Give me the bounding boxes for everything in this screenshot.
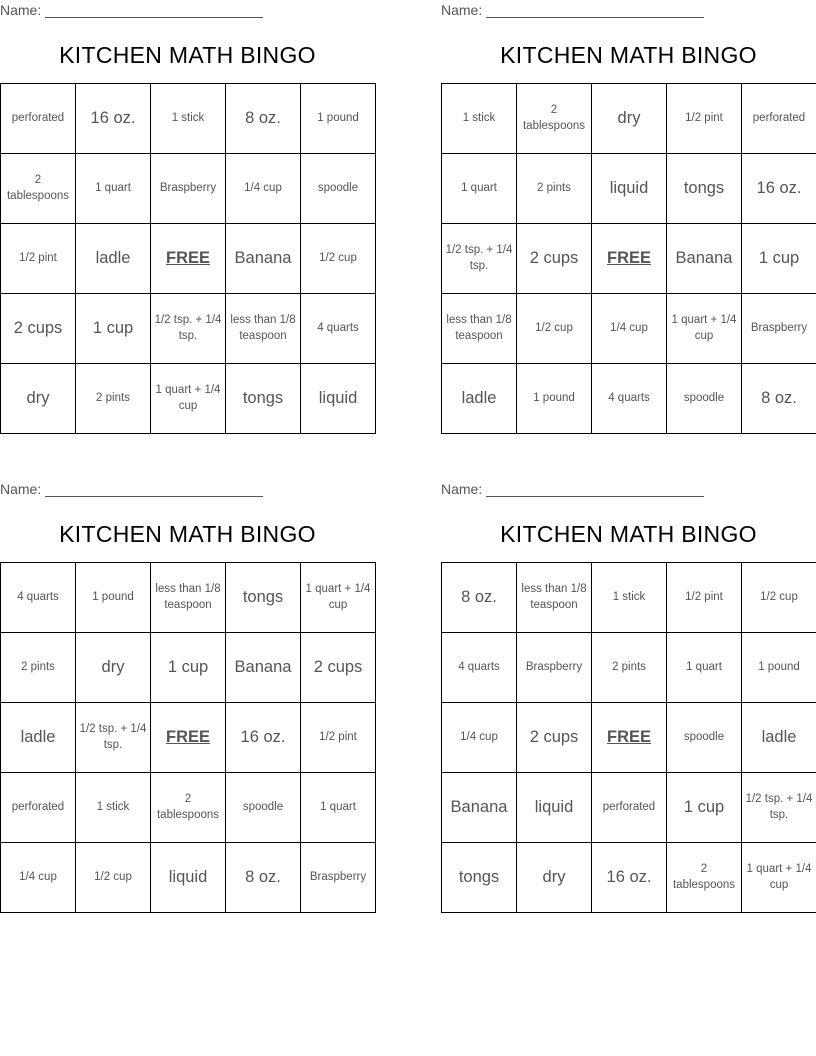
bingo-cell: Banana xyxy=(442,773,517,843)
bingo-row xyxy=(1,294,376,364)
name-blank xyxy=(486,482,704,497)
bingo-cell: 1 pound xyxy=(76,563,151,633)
bingo-cell: perforated xyxy=(742,84,816,154)
bingo-cell: ladle xyxy=(742,703,816,773)
bingo-cell: 2 tablespoons xyxy=(667,843,742,913)
name-line xyxy=(0,2,263,18)
bingo-cell: less than 1/8 teaspoon xyxy=(151,563,226,633)
bingo-cell: 2 cups xyxy=(1,294,76,364)
bingo-cell: 1/2 tsp. + 1/4 tsp. xyxy=(151,294,226,364)
bingo-row xyxy=(1,224,376,294)
bingo-cell: Banana xyxy=(226,224,301,294)
bingo-row xyxy=(442,364,816,434)
bingo-card-4 xyxy=(441,479,816,911)
bingo-cell: 2 cups xyxy=(517,224,592,294)
bingo-row xyxy=(1,563,376,633)
bingo-cell: liquid xyxy=(301,364,376,434)
bingo-cell: Banana xyxy=(226,633,301,703)
bingo-cell: 1/4 cup xyxy=(442,703,517,773)
bingo-cell: 1 cup xyxy=(742,224,816,294)
bingo-row xyxy=(1,84,376,154)
name-blank xyxy=(45,3,263,18)
bingo-cell: 2 tablespoons xyxy=(1,154,76,224)
bingo-cell: 1/2 cup xyxy=(301,224,376,294)
bingo-cell: 1/2 pint xyxy=(667,84,742,154)
bingo-cell: 1 cup xyxy=(76,294,151,364)
bingo-cell: liquid xyxy=(517,773,592,843)
bingo-grid xyxy=(0,562,376,913)
bingo-cell: 2 tablespoons xyxy=(151,773,226,843)
name-line xyxy=(0,481,263,497)
bingo-cell: 8 oz. xyxy=(226,84,301,154)
bingo-cell: 2 pints xyxy=(517,154,592,224)
bingo-cell: 1 stick xyxy=(592,563,667,633)
bingo-cell: 1/2 pint xyxy=(1,224,76,294)
card-title: KITCHEN MATH BINGO xyxy=(500,42,757,68)
bingo-cell: spoodle xyxy=(226,773,301,843)
bingo-cell: Banana xyxy=(667,224,742,294)
bingo-card-1 xyxy=(0,0,375,432)
bingo-cell: tongs xyxy=(226,563,301,633)
bingo-cell: 1/2 cup xyxy=(76,843,151,913)
bingo-cell: spoodle xyxy=(667,703,742,773)
bingo-cell: 1 quart xyxy=(76,154,151,224)
bingo-cell: 1/2 tsp. + 1/4 tsp. xyxy=(442,224,517,294)
bingo-cell: 4 quarts xyxy=(592,364,667,434)
bingo-cell: 1 pound xyxy=(517,364,592,434)
bingo-cell: 2 cups xyxy=(301,633,376,703)
bingo-cell: Braspberry xyxy=(742,294,816,364)
name-label: Name: xyxy=(441,481,483,497)
bingo-row xyxy=(1,773,376,843)
bingo-cell: 16 oz. xyxy=(742,154,816,224)
bingo-cell: 1 cup xyxy=(667,773,742,843)
bingo-cell: 16 oz. xyxy=(226,703,301,773)
bingo-row xyxy=(442,84,816,154)
bingo-cell: 2 pints xyxy=(1,633,76,703)
bingo-cell: less than 1/8 teaspoon xyxy=(442,294,517,364)
bingo-cell: 4 quarts xyxy=(1,563,76,633)
bingo-cell: 2 cups xyxy=(517,703,592,773)
bingo-cell: 1/4 cup xyxy=(592,294,667,364)
bingo-cell: 1 quart xyxy=(667,633,742,703)
bingo-cell: 2 tablespoons xyxy=(517,84,592,154)
bingo-cell: 1 quart + 1/4 cup xyxy=(667,294,742,364)
free-space: FREE xyxy=(151,703,226,773)
bingo-row xyxy=(442,703,816,773)
bingo-cell: 8 oz. xyxy=(226,843,301,913)
bingo-cell: 1 pound xyxy=(742,633,816,703)
bingo-cell: Braspberry xyxy=(517,633,592,703)
name-label: Name: xyxy=(0,481,42,497)
bingo-cell: perforated xyxy=(1,84,76,154)
bingo-grid xyxy=(441,83,816,434)
bingo-cell: 4 quarts xyxy=(442,633,517,703)
bingo-cell: 1 stick xyxy=(76,773,151,843)
bingo-cell: 1/4 cup xyxy=(226,154,301,224)
bingo-cell: tongs xyxy=(667,154,742,224)
bingo-card-3 xyxy=(0,479,375,911)
bingo-cell: 1/2 pint xyxy=(667,563,742,633)
bingo-cell: spoodle xyxy=(667,364,742,434)
bingo-cell: dry xyxy=(1,364,76,434)
name-label: Name: xyxy=(441,2,483,18)
card-title: KITCHEN MATH BINGO xyxy=(59,42,316,68)
bingo-row xyxy=(442,224,816,294)
bingo-row xyxy=(1,843,376,913)
bingo-cell: Braspberry xyxy=(151,154,226,224)
bingo-cell: dry xyxy=(517,843,592,913)
name-blank xyxy=(45,482,263,497)
bingo-cell: 1 quart + 1/4 cup xyxy=(742,843,816,913)
bingo-cell: 1 quart xyxy=(301,773,376,843)
bingo-cell: 2 pints xyxy=(592,633,667,703)
bingo-cell: 16 oz. xyxy=(592,843,667,913)
bingo-cell: 1/2 tsp. + 1/4 tsp. xyxy=(76,703,151,773)
bingo-cell: 1 cup xyxy=(151,633,226,703)
name-line xyxy=(441,2,704,18)
name-blank xyxy=(486,3,704,18)
bingo-cell: 1/2 pint xyxy=(301,703,376,773)
bingo-cell: dry xyxy=(592,84,667,154)
free-space: FREE xyxy=(592,224,667,294)
bingo-cell: tongs xyxy=(442,843,517,913)
bingo-cell: 8 oz. xyxy=(442,563,517,633)
name-label: Name: xyxy=(0,2,42,18)
bingo-grid xyxy=(0,83,376,434)
bingo-row xyxy=(1,364,376,434)
bingo-cell: 1 quart + 1/4 cup xyxy=(301,563,376,633)
bingo-row xyxy=(1,703,376,773)
bingo-cell: ladle xyxy=(442,364,517,434)
card-title: KITCHEN MATH BINGO xyxy=(500,521,757,547)
bingo-cell: 1/4 cup xyxy=(1,843,76,913)
free-space: FREE xyxy=(151,224,226,294)
bingo-cell: Braspberry xyxy=(301,843,376,913)
bingo-cell: tongs xyxy=(226,364,301,434)
bingo-grid xyxy=(441,562,816,913)
bingo-row xyxy=(442,843,816,913)
bingo-cell: 1/2 tsp. + 1/4 tsp. xyxy=(742,773,816,843)
bingo-cell: ladle xyxy=(76,224,151,294)
bingo-cell: spoodle xyxy=(301,154,376,224)
bingo-row xyxy=(442,294,816,364)
bingo-cell: less than 1/8 teaspoon xyxy=(517,563,592,633)
bingo-cell: ladle xyxy=(1,703,76,773)
bingo-cell: 8 oz. xyxy=(742,364,816,434)
bingo-row xyxy=(442,773,816,843)
free-space: FREE xyxy=(592,703,667,773)
bingo-row xyxy=(1,154,376,224)
bingo-row xyxy=(442,563,816,633)
bingo-cell: 1 stick xyxy=(442,84,517,154)
bingo-row xyxy=(1,633,376,703)
bingo-cell: 1 quart + 1/4 cup xyxy=(151,364,226,434)
bingo-row xyxy=(442,633,816,703)
bingo-row xyxy=(442,154,816,224)
bingo-cell: less than 1/8 teaspoon xyxy=(226,294,301,364)
bingo-cell: liquid xyxy=(151,843,226,913)
bingo-cell: liquid xyxy=(592,154,667,224)
bingo-cell: perforated xyxy=(592,773,667,843)
card-title: KITCHEN MATH BINGO xyxy=(59,521,316,547)
bingo-cell: dry xyxy=(76,633,151,703)
bingo-cell: 1 pound xyxy=(301,84,376,154)
bingo-cell: 1 quart xyxy=(442,154,517,224)
bingo-cell: 4 quarts xyxy=(301,294,376,364)
bingo-cell: 1/2 cup xyxy=(517,294,592,364)
bingo-cell: 1 stick xyxy=(151,84,226,154)
bingo-cell: 2 pints xyxy=(76,364,151,434)
bingo-cell: perforated xyxy=(1,773,76,843)
bingo-card-2 xyxy=(441,0,816,432)
bingo-cell: 1/2 cup xyxy=(742,563,816,633)
name-line xyxy=(441,481,704,497)
bingo-cell: 16 oz. xyxy=(76,84,151,154)
